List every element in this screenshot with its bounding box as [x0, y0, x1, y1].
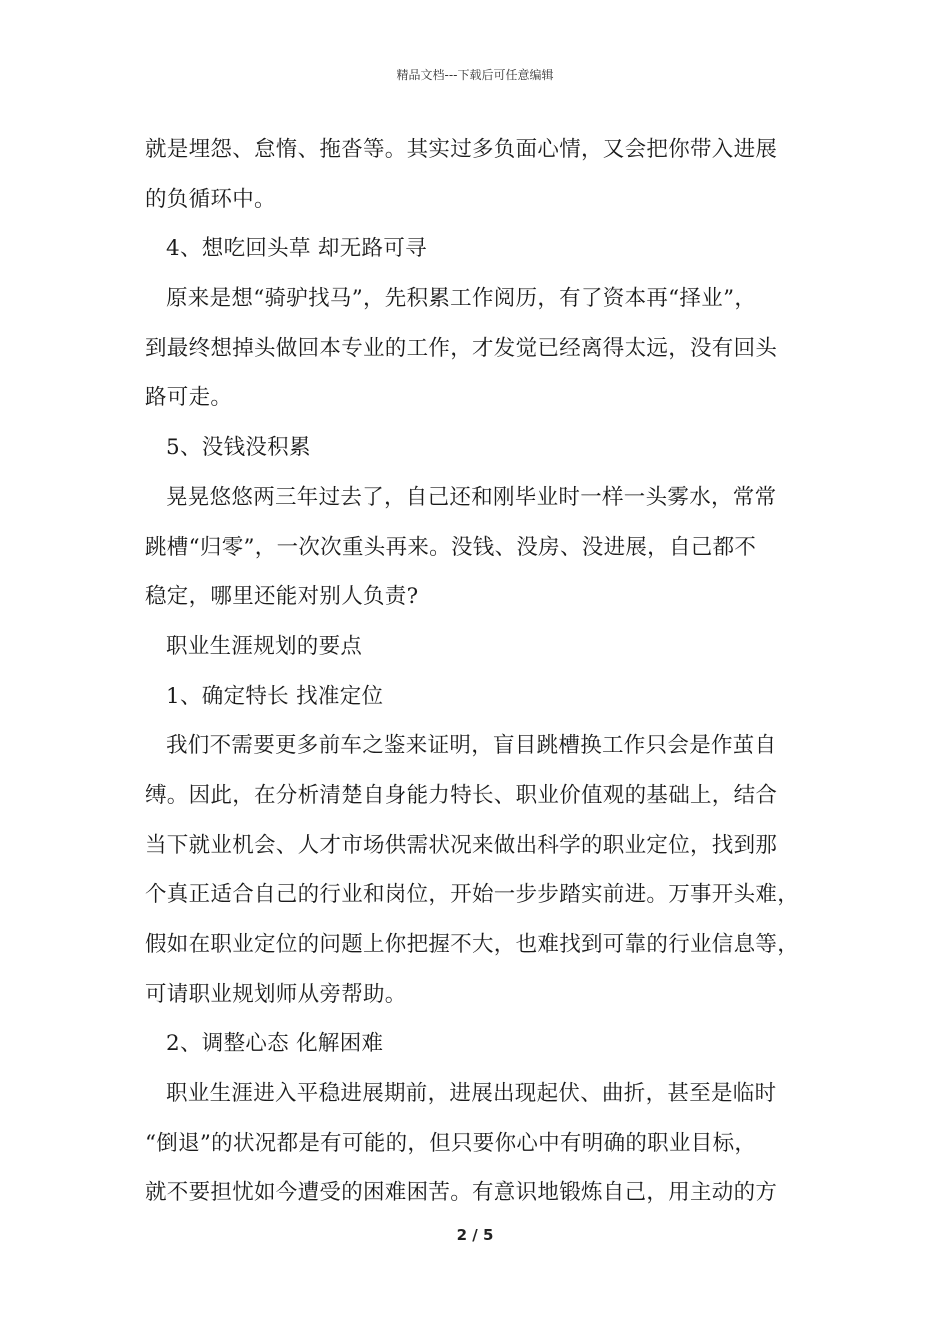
text-line: 个真正适合自己的行业和岗位，开始一步步踏实前进。万事开头难，: [145, 882, 800, 908]
text-line: 稳定，哪里还能对别人负责?: [145, 584, 419, 610]
section-heading: 4、想吃回头草 却无路可寻: [166, 236, 427, 262]
text-line: 当下就业机会、人才市场供需状况来做出科学的职业定位，找到那: [145, 832, 778, 858]
text-line: 晃晃悠悠两三年过去了，自己还和刚毕业时一样一头雾水，常常: [166, 484, 777, 510]
text-line: 就不要担忧如今遭受的困难困苦。有意识地锻炼自己，用主动的方: [145, 1180, 778, 1206]
text-line: 就是埋怨、怠惰、拖沓等。其实过多负面心情，又会把你带入进展: [145, 137, 778, 162]
text-line: 到最终想掉头做回本专业的工作，才发觉已经离得太远，没有回头: [145, 335, 778, 361]
text-line: 我们不需要更多前车之鉴来证明，盲目跳槽换工作只会是作茧自: [166, 733, 777, 759]
text-line: 职业生涯进入平稳进展期前，进展出现起伏、曲折，甚至是临时: [166, 1081, 777, 1107]
section-heading: 2、调整心态 化解困难: [166, 1031, 384, 1057]
text-line: 跳槽“归零”，一次次重头再来。没钱、没房、没进展，自己都不: [145, 534, 757, 560]
section-heading: 5、没钱没积累: [166, 435, 311, 461]
section-heading: 职业生涯规划的要点: [166, 633, 363, 659]
page-header: 精品文档---下载后可任意编辑: [396, 68, 554, 82]
section-heading: 1、确定特长 找准定位: [166, 683, 384, 709]
text-line: “倒退”的状况都是有可能的，但只要你心中有明确的职业目标，: [145, 1130, 757, 1156]
text-line: 可请职业规划师从旁帮助。: [145, 981, 407, 1007]
page-number: 2 / 5: [456, 1226, 494, 1244]
text-line: 假如在职业定位的问题上你把握不大，也难找到可靠的行业信息等，: [145, 932, 800, 957]
text-line: 路可走。: [145, 385, 233, 411]
text-line: 的负循环中。: [145, 186, 276, 212]
document-body: [145, 130, 825, 1223]
text-line: 原来是想“骑驴找马”，先积累工作阅历，有了资本再“择业”，: [166, 286, 757, 312]
text-line: 缚。因此，在分析清楚自身能力特长、职业价值观的基础上，结合: [145, 782, 778, 808]
